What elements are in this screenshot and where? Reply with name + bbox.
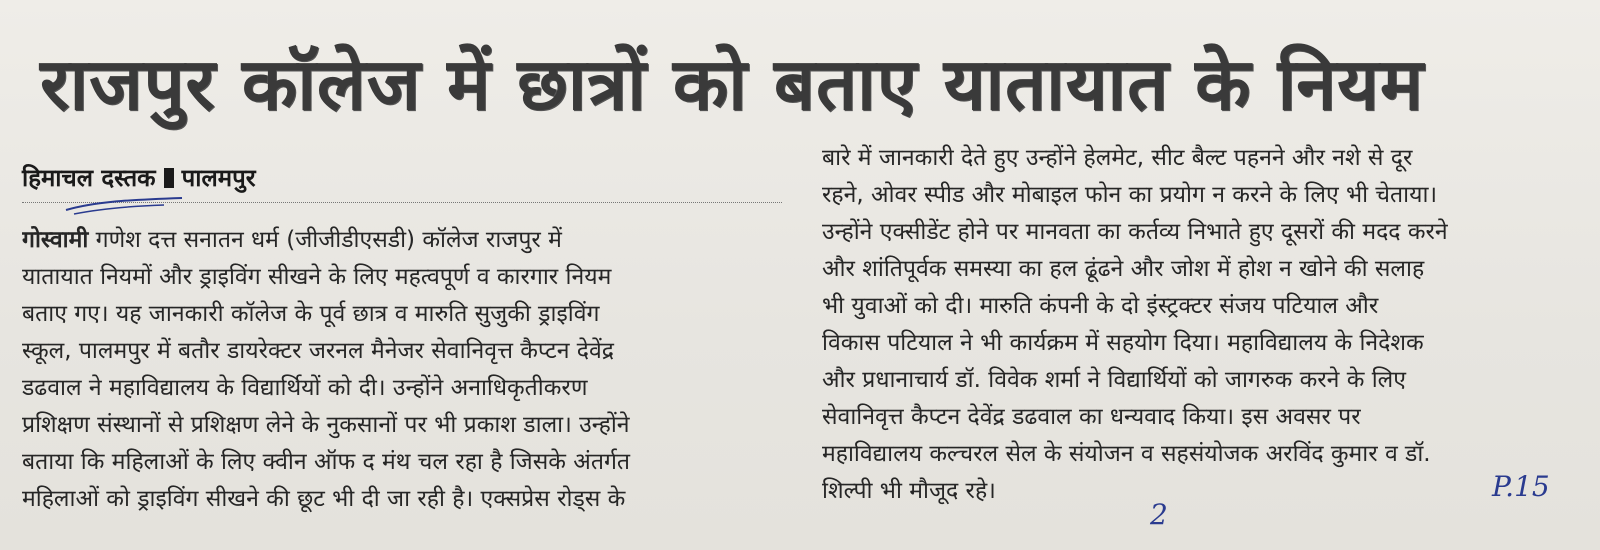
article-line: भी युवाओं को दी। मारुति कंपनी के दो इंस्ट्रक्टर संजय पटियाल और <box>822 293 1379 319</box>
article-column-left <box>22 222 787 518</box>
article-line: सेवानिवृत्त कैप्टन देवेंद्र डढवाल का धन्यवाद किया। इस अवसर पर <box>822 404 1361 430</box>
handwritten-date-mark: P.15 <box>1492 470 1550 503</box>
article-line: शिल्पी भी मौजूद रहे। <box>822 478 996 504</box>
article-line: महिलाओं को ड्राइविंग सीखने की छूट भी दी जा रही है। एक्सप्रेस रोड्स के <box>22 486 626 512</box>
lead-word: गोस्वामी <box>22 227 89 253</box>
article-line: प्रशिक्षण संस्थानों से प्रशिक्षण लेने के नुकसानों पर भी प्रकाश डाला। उन्होंने <box>22 412 630 438</box>
headline: राजपुर कॉलेज में छात्रों को बताए यातायात के नियम <box>40 42 1424 126</box>
article-line-text: गणेश दत्त सनातन धर्म (जीजीडीएसडी) कॉलेज राजपुर में <box>88 227 562 253</box>
article-line: विकास पटियाल ने भी कार्यक्रम में सहयोग दिया। महाविद्यालय के निदेशक <box>822 330 1424 356</box>
article-line: महाविद्यालय कल्चरल सेल के संयोजन व सहसंयोजक अरविंद कुमार व डॉ. <box>822 441 1431 467</box>
publication-name: हिमाचल दस्तक <box>22 164 156 192</box>
article-line: बारे में जानकारी देते हुए उन्होंने हेलमेट, सीट बैल्ट पहनने और नशे से दूर <box>822 145 1413 171</box>
article-line: और प्रधानाचार्य डॉ. विवेक शर्मा ने विद्यार्थियों को जागरुक करने के लिए <box>822 367 1406 393</box>
article-line: और शांतिपूर्वक समस्या का हल ढूंढने और जोश में होश न खोने की सलाह <box>822 256 1425 282</box>
article-line: यातायात नियमों और ड्राइविंग सीखने के लिए महत्वपूर्ण व कारगार नियम <box>22 264 612 290</box>
article-column-right <box>822 140 1552 510</box>
article-line: रहने, ओवर स्पीड और मोबाइल फोन का प्रयोग न करने के लिए भी चेताया। <box>822 182 1438 208</box>
article-line: डढवाल ने महाविद्यालय के विद्यार्थियों को दी। उन्होंने अनाधिकृतीकरण <box>22 375 588 401</box>
article-line: बताए गए। यह जानकारी कॉलेज के पूर्व छात्र व मारुति सुजुकी ड्राइविंग <box>22 301 600 327</box>
byline-separator <box>164 168 174 188</box>
article-line: उन्होंने एक्सीडेंट होने पर मानवता का कर्तव्य निभाते हुए दूसरों की मदद करने <box>822 219 1448 245</box>
article-line <box>22 222 787 259</box>
byline <box>22 160 256 196</box>
article-line: स्कूल, पालमपुर में बतौर डायरेक्टर जरनल मैनेजर सेवानिवृत्त कैप्टन देवेंद्र <box>22 338 615 364</box>
dateline-location: पालमपुर <box>181 164 256 192</box>
handwritten-page-mark: 2 <box>1150 498 1168 531</box>
article-line: बताया कि महिलाओं के लिए क्वीन ऑफ द मंथ चल रहा है जिसके अंतर्गत <box>22 449 631 475</box>
pen-underline-mark <box>64 196 184 216</box>
